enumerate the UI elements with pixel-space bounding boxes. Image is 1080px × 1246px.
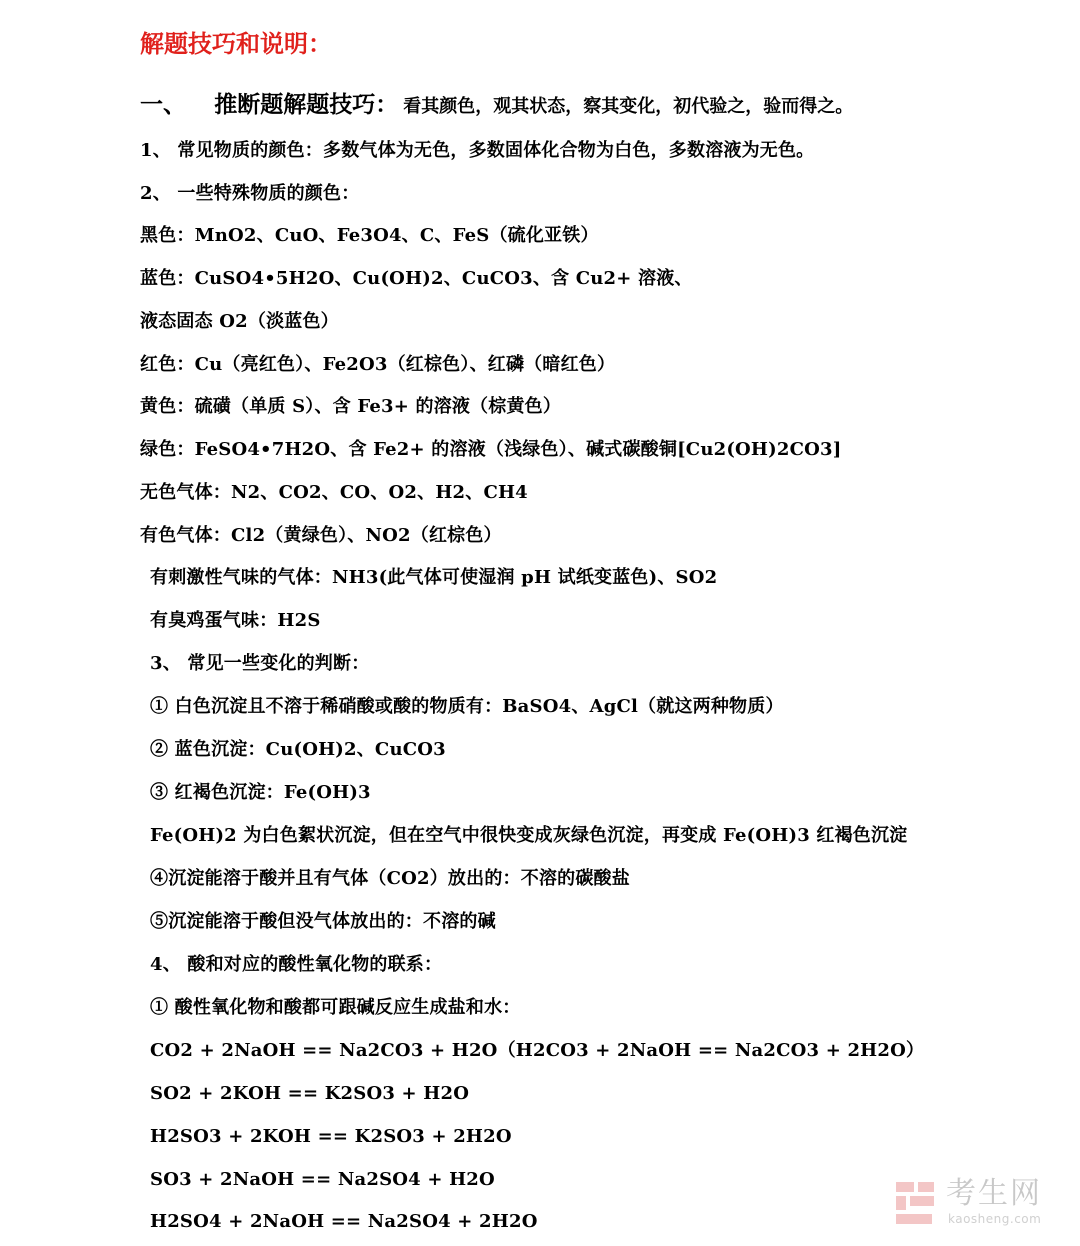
text-line: ① 酸性氧化物和酸都可跟碱反应生成盐和水： [150, 997, 521, 1018]
text-line: SO3 + 2NaOH == Na2SO4 + H2O [150, 1169, 495, 1190]
text-line: 绿色：FeSO4•7H2O、含 Fe2+ 的溶液（浅绿色）、碱式碳酸铜[Cu2(OH)2CO3] [140, 439, 842, 460]
document-title: 解题技巧和说明： [140, 29, 332, 58]
text-line: ⑤沉淀能溶于酸但没气体放出的：不溶的碱 [150, 911, 496, 932]
text-line: 黄色：硫磺（单质 S）、含 Fe3+ 的溶液（棕黄色） [140, 396, 562, 417]
section-number: 一、 [140, 91, 186, 118]
text-line: CO2 + 2NaOH == Na2CO3 + H2O（H2CO3 + 2NaOH == Na2CO3 + 2H2O） [150, 1040, 925, 1061]
text-line: 有色气体：Cl2（黄绿色）、NO2（红棕色） [140, 525, 502, 546]
text-line: 黑色：MnO2、CuO、Fe3O4、C、FeS（硫化亚铁） [140, 225, 599, 246]
text-line: ① 白色沉淀且不溶于稀硝酸或酸的物质有：BaSO4、AgCl（就这两种物质） [150, 696, 784, 717]
text-line: 无色气体：N2、CO2、CO、O2、H2、CH4 [140, 482, 528, 503]
text-line: ② 蓝色沉淀：Cu(OH)2、CuCO3 [150, 739, 446, 760]
text-line: ④沉淀能溶于酸并且有气体（CO2）放出的：不溶的碳酸盐 [150, 868, 630, 889]
text-line: H2SO4 + 2NaOH == Na2SO4 + 2H2O [150, 1211, 538, 1232]
watermark-logo-icon [892, 1178, 940, 1230]
text-line: ③ 红褐色沉淀：Fe(OH)3 [150, 782, 371, 803]
section-subtitle: 看其颜色，观其状态，察其变化，初代验之，验而得之。 [403, 96, 854, 117]
text-line: 2、 一些特殊物质的颜色： [140, 183, 360, 204]
text-line: H2SO3 + 2KOH == K2SO3 + 2H2O [150, 1126, 512, 1147]
watermark [892, 1176, 1064, 1232]
text-line: 3、 常见一些变化的判断： [150, 653, 370, 674]
text-line: 4、 酸和对应的酸性氧化物的联系： [150, 954, 443, 975]
section-heading [140, 86, 853, 119]
text-line: 1、 常见物质的颜色：多数气体为无色，多数固体化合物为白色，多数溶液为无色。 [140, 140, 815, 161]
text-line: Fe(OH)2 为白色絮状沉淀，但在空气中很快变成灰绿色沉淀，再变成 Fe(OH)3 红褐色沉淀 [150, 825, 908, 846]
watermark-url: kaosheng.com [948, 1212, 1042, 1226]
text-line: 红色：Cu（亮红色）、Fe2O3（红棕色）、红磷（暗红色） [140, 354, 616, 375]
text-line: 有刺激性气味的气体：NH3(此气体可使湿润 pH 试纸变蓝色)、SO2 [150, 567, 718, 588]
text-line: 液态固态 O2（淡蓝色） [140, 311, 339, 332]
watermark-name: 考生网 [946, 1176, 1042, 1211]
section-title: 推断题解题技巧： [214, 91, 399, 118]
text-line: 蓝色：CuSO4•5H2O、Cu(OH)2、CuCO3、含 Cu2+ 溶液、 [140, 268, 693, 289]
text-line: 有臭鸡蛋气味：H2S [150, 610, 321, 631]
text-line: SO2 + 2KOH == K2SO3 + H2O [150, 1083, 470, 1104]
